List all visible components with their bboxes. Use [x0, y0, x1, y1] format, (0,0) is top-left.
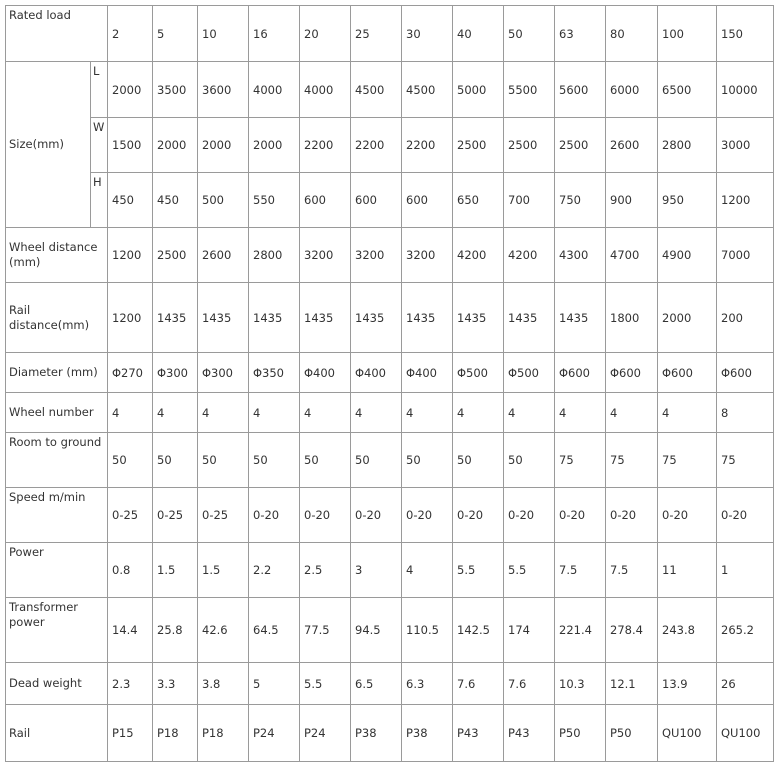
- table-row: [6, 353, 774, 393]
- sub-label: L: [91, 62, 108, 118]
- table-cell: 2500: [453, 118, 504, 173]
- table-cell: 5: [153, 6, 198, 62]
- table-cell: 10: [198, 6, 249, 62]
- table-cell: 1200: [108, 283, 153, 353]
- table-cell: 2.2: [249, 543, 300, 598]
- table-cell: 4: [453, 393, 504, 433]
- table-cell: Φ300: [198, 353, 249, 393]
- table-row: [6, 488, 774, 543]
- table-cell: 600: [300, 173, 351, 228]
- table-cell: P18: [153, 705, 198, 762]
- table-row: [6, 598, 774, 663]
- table-cell: Φ600: [658, 353, 717, 393]
- table-cell: 7.6: [453, 663, 504, 705]
- table-row: [6, 173, 774, 228]
- table-cell: 50: [402, 433, 453, 488]
- table-cell: 4500: [351, 62, 402, 118]
- table-cell: 3200: [402, 228, 453, 283]
- table-cell: 7.5: [555, 543, 606, 598]
- row-label: Wheel distance (mm): [6, 228, 108, 283]
- table-cell: 450: [108, 173, 153, 228]
- table-cell: 550: [249, 173, 300, 228]
- table-cell: 0-20: [717, 488, 774, 543]
- row-label: Rail distance(mm): [6, 283, 108, 353]
- table-cell: 5.5: [300, 663, 351, 705]
- table-cell: 1435: [402, 283, 453, 353]
- table-cell: 2500: [555, 118, 606, 173]
- table-cell: Φ400: [402, 353, 453, 393]
- table-cell: 1200: [717, 173, 774, 228]
- table-cell: 50: [198, 433, 249, 488]
- table-cell: 2600: [198, 228, 249, 283]
- table-cell: 20: [300, 6, 351, 62]
- table-cell: Φ600: [717, 353, 774, 393]
- table-cell: 4000: [300, 62, 351, 118]
- table-cell: 1435: [504, 283, 555, 353]
- table-cell: 26: [717, 663, 774, 705]
- table-cell: P18: [198, 705, 249, 762]
- row-label: Dead weight: [6, 663, 108, 705]
- table-row: [6, 118, 774, 173]
- row-label: Rated load: [6, 6, 108, 62]
- table-cell: 4: [606, 393, 658, 433]
- table-cell: 3200: [351, 228, 402, 283]
- table-cell: P38: [351, 705, 402, 762]
- table-cell: 2.3: [108, 663, 153, 705]
- table-cell: 600: [351, 173, 402, 228]
- table-cell: 4: [300, 393, 351, 433]
- table-cell: P38: [402, 705, 453, 762]
- table-cell: 50: [504, 433, 555, 488]
- table-cell: 7000: [717, 228, 774, 283]
- table-cell: 3000: [717, 118, 774, 173]
- table-cell: 4: [351, 393, 402, 433]
- table-cell: 0-25: [198, 488, 249, 543]
- table-cell: P43: [453, 705, 504, 762]
- table-cell: Φ600: [606, 353, 658, 393]
- table-cell: 0-20: [555, 488, 606, 543]
- table-cell: 50: [249, 433, 300, 488]
- table-cell: 4900: [658, 228, 717, 283]
- table-cell: 4: [402, 543, 453, 598]
- table-cell: Φ600: [555, 353, 606, 393]
- table-cell: 10000: [717, 62, 774, 118]
- table-cell: 0-20: [504, 488, 555, 543]
- table-cell: 950: [658, 173, 717, 228]
- table-cell: 1435: [555, 283, 606, 353]
- table-cell: 2000: [198, 118, 249, 173]
- table-cell: 75: [658, 433, 717, 488]
- table-cell: 2200: [402, 118, 453, 173]
- table-cell: 4: [249, 393, 300, 433]
- row-label: Transformer power: [6, 598, 108, 663]
- table-cell: P50: [606, 705, 658, 762]
- row-label: Power: [6, 543, 108, 598]
- table-cell: 3: [351, 543, 402, 598]
- table-cell: 0-25: [108, 488, 153, 543]
- table-cell: QU100: [717, 705, 774, 762]
- table-cell: 2: [108, 6, 153, 62]
- table-cell: 13.9: [658, 663, 717, 705]
- table-cell: 1435: [249, 283, 300, 353]
- table-cell: 3500: [153, 62, 198, 118]
- table-cell: 2000: [658, 283, 717, 353]
- table-cell: 6.5: [351, 663, 402, 705]
- table-cell: 5: [249, 663, 300, 705]
- table-cell: 750: [555, 173, 606, 228]
- table-cell: 500: [198, 173, 249, 228]
- table-cell: 6000: [606, 62, 658, 118]
- table-cell: 7.6: [504, 663, 555, 705]
- sub-label: W: [91, 118, 108, 173]
- table-cell: 2200: [351, 118, 402, 173]
- table-cell: 0-20: [300, 488, 351, 543]
- table-cell: 1435: [198, 283, 249, 353]
- table-cell: 600: [402, 173, 453, 228]
- sub-label: H: [91, 173, 108, 228]
- table-cell: 4200: [453, 228, 504, 283]
- table-cell: 4300: [555, 228, 606, 283]
- table-cell: 8: [717, 393, 774, 433]
- table-cell: 4: [153, 393, 198, 433]
- table-cell: Φ400: [351, 353, 402, 393]
- table-cell: 2800: [658, 118, 717, 173]
- table-cell: 4: [658, 393, 717, 433]
- table-cell: 5500: [504, 62, 555, 118]
- row-label: Rail: [6, 705, 108, 762]
- table-cell: 94.5: [351, 598, 402, 663]
- table-cell: 0.8: [108, 543, 153, 598]
- table-row: [6, 283, 774, 353]
- table-cell: 4000: [249, 62, 300, 118]
- row-label: Room to ground: [6, 433, 108, 488]
- table-cell: 3600: [198, 62, 249, 118]
- table-cell: 1435: [453, 283, 504, 353]
- table-cell: P24: [249, 705, 300, 762]
- table-cell: 2500: [153, 228, 198, 283]
- table-cell: 50: [108, 433, 153, 488]
- table-cell: P15: [108, 705, 153, 762]
- table-cell: P50: [555, 705, 606, 762]
- table-cell: 4: [402, 393, 453, 433]
- table-row: [6, 228, 774, 283]
- table-cell: 7.5: [606, 543, 658, 598]
- table-cell: 10.3: [555, 663, 606, 705]
- table-cell: 2.5: [300, 543, 351, 598]
- table-cell: 12.1: [606, 663, 658, 705]
- table-row: [6, 393, 774, 433]
- table-cell: Φ270: [108, 353, 153, 393]
- row-label: Diameter (mm): [6, 353, 108, 393]
- table-cell: 5.5: [504, 543, 555, 598]
- table-cell: 3.8: [198, 663, 249, 705]
- table-row: [6, 543, 774, 598]
- table-cell: 64.5: [249, 598, 300, 663]
- table-cell: 1.5: [198, 543, 249, 598]
- table-cell: 11: [658, 543, 717, 598]
- table-cell: 2000: [249, 118, 300, 173]
- table-cell: 2800: [249, 228, 300, 283]
- table-cell: 5000: [453, 62, 504, 118]
- table-cell: 243.8: [658, 598, 717, 663]
- table-cell: P24: [300, 705, 351, 762]
- table-row: [6, 705, 774, 762]
- table-cell: 1200: [108, 228, 153, 283]
- table-cell: 4700: [606, 228, 658, 283]
- table-cell: 77.5: [300, 598, 351, 663]
- table-cell: 278.4: [606, 598, 658, 663]
- row-label: Wheel number: [6, 393, 108, 433]
- table-cell: 2000: [153, 118, 198, 173]
- table-cell: Φ500: [504, 353, 555, 393]
- table-cell: 80: [606, 6, 658, 62]
- table-cell: 650: [453, 173, 504, 228]
- table-cell: 100: [658, 6, 717, 62]
- table-cell: 30: [402, 6, 453, 62]
- table-row: [6, 6, 774, 62]
- table-cell: 1500: [108, 118, 153, 173]
- row-label: Size(mm): [6, 62, 91, 228]
- table-cell: 5600: [555, 62, 606, 118]
- table-cell: 110.5: [402, 598, 453, 663]
- table-cell: 50: [153, 433, 198, 488]
- table-cell: 50: [504, 6, 555, 62]
- table-cell: 5.5: [453, 543, 504, 598]
- table-cell: 50: [300, 433, 351, 488]
- table-cell: 0-20: [402, 488, 453, 543]
- table-cell: 25: [351, 6, 402, 62]
- table-row: [6, 663, 774, 705]
- table-cell: 4500: [402, 62, 453, 118]
- table-cell: 40: [453, 6, 504, 62]
- table-cell: 2500: [504, 118, 555, 173]
- table-cell: 6500: [658, 62, 717, 118]
- table-cell: 2000: [108, 62, 153, 118]
- table-cell: 14.4: [108, 598, 153, 663]
- table-cell: 75: [606, 433, 658, 488]
- table-cell: 0-20: [658, 488, 717, 543]
- table-cell: 4: [504, 393, 555, 433]
- table-cell: 0-20: [453, 488, 504, 543]
- table-cell: 50: [453, 433, 504, 488]
- table-cell: 4200: [504, 228, 555, 283]
- table-cell: 4: [108, 393, 153, 433]
- table-cell: 3.3: [153, 663, 198, 705]
- table-cell: P43: [504, 705, 555, 762]
- table-row: [6, 62, 774, 118]
- table-cell: QU100: [658, 705, 717, 762]
- table-cell: 63: [555, 6, 606, 62]
- table-cell: 1800: [606, 283, 658, 353]
- table-cell: 2600: [606, 118, 658, 173]
- table-cell: 1.5: [153, 543, 198, 598]
- table-cell: 174: [504, 598, 555, 663]
- table-cell: Φ400: [300, 353, 351, 393]
- row-label: Speed m/min: [6, 488, 108, 543]
- table-cell: Φ300: [153, 353, 198, 393]
- table-cell: 221.4: [555, 598, 606, 663]
- table-cell: 1: [717, 543, 774, 598]
- table-cell: 75: [717, 433, 774, 488]
- table-cell: 142.5: [453, 598, 504, 663]
- table-cell: 1435: [153, 283, 198, 353]
- table-cell: 0-20: [606, 488, 658, 543]
- table-cell: 265.2: [717, 598, 774, 663]
- table-cell: 25.8: [153, 598, 198, 663]
- table-cell: Φ350: [249, 353, 300, 393]
- table-cell: 2200: [300, 118, 351, 173]
- table-cell: 900: [606, 173, 658, 228]
- table-cell: 1435: [300, 283, 351, 353]
- table-row: [6, 433, 774, 488]
- table-cell: 0-25: [153, 488, 198, 543]
- table-cell: 1435: [351, 283, 402, 353]
- table-cell: 3200: [300, 228, 351, 283]
- table-cell: 0-20: [351, 488, 402, 543]
- table-cell: Φ500: [453, 353, 504, 393]
- table-cell: 0-20: [249, 488, 300, 543]
- spec-table: [5, 5, 774, 762]
- table-cell: 50: [351, 433, 402, 488]
- table-cell: 150: [717, 6, 774, 62]
- table-cell: 450: [153, 173, 198, 228]
- table-cell: 42.6: [198, 598, 249, 663]
- table-cell: 6.3: [402, 663, 453, 705]
- table-cell: 700: [504, 173, 555, 228]
- table-cell: 16: [249, 6, 300, 62]
- table-cell: 75: [555, 433, 606, 488]
- table-cell: 4: [555, 393, 606, 433]
- table-cell: 4: [198, 393, 249, 433]
- table-cell: 200: [717, 283, 774, 353]
